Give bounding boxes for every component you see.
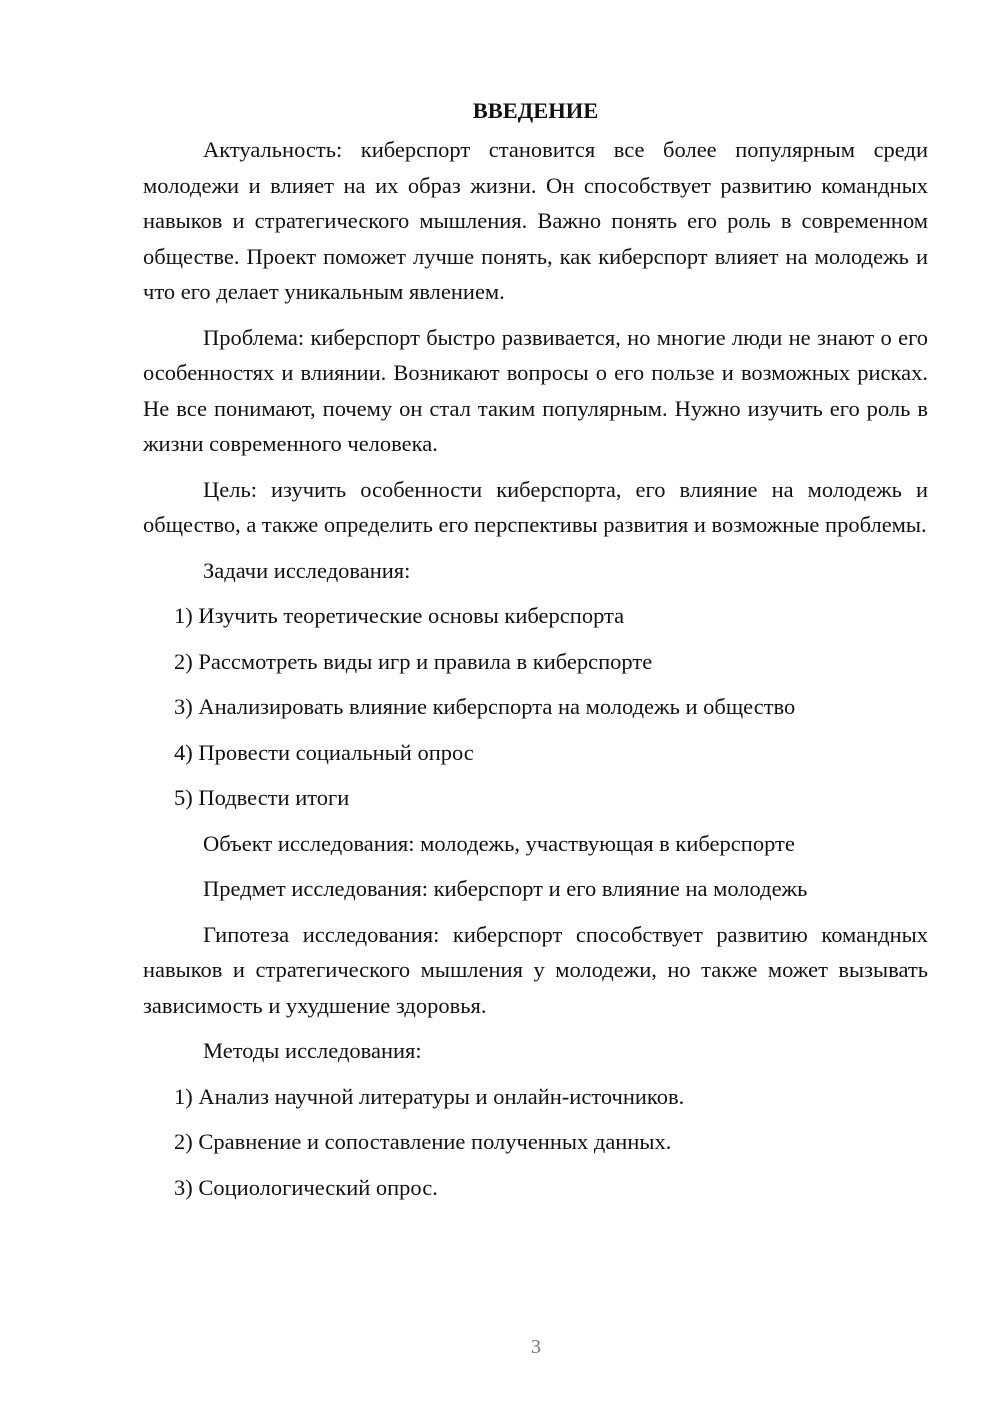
task-item: 2) Рассмотреть виды игр и правила в киберспорте xyxy=(174,648,653,674)
research-subject: Предмет исследования: киберспорт и его влияние на молодежь xyxy=(203,876,808,901)
method-item: 1) Анализ научной литературы и онлайн-источников. xyxy=(174,1083,685,1109)
task-item: 4) Провести социальный опрос xyxy=(174,739,474,765)
section-heading: ВВЕДЕНИЕ xyxy=(472,98,599,123)
task-item: 5) Подвести итоги xyxy=(174,785,350,810)
research-object: Объект исследования: молодежь, участвующая в киберспорте xyxy=(203,830,795,856)
goal-paragraph: Цель: изучить особенности киберспорта, его влияние на молодежь и общество, а также определить его перспективы развития и возможные проблемы. xyxy=(143,476,928,537)
tasks-title: Задачи исследования: xyxy=(203,557,411,583)
method-item: 2) Сравнение и сопоставление полученных данных. xyxy=(174,1129,672,1154)
methods-title: Методы исследования: xyxy=(203,1038,422,1063)
method-item: 3) Социологический опрос. xyxy=(174,1174,438,1200)
task-item: 3) Анализировать влияние киберспорта на молодежь и общество xyxy=(174,694,796,719)
task-item: 1) Изучить теоретические основы киберспорта xyxy=(174,603,625,628)
page-number: 3 xyxy=(531,1336,541,1358)
problem-paragraph: Проблема: киберспорт быстро развивается, но многие люди не знают о его особенностях и влиянии. Возникают вопросы о его пользе и возможных рисках. Не все понимают, почему он стал таким популярным. Нужно изучить его роль в жизни современного человека. xyxy=(143,324,928,456)
page-content xyxy=(143,93,928,1215)
tasks-list xyxy=(143,598,928,816)
relevance-paragraph: Актуальность: киберспорт становится все более популярным среди молодежи и влияет на их образ жизни. Он способствует развитию командных навыков и стратегического мышления. Важно понять его роль в современном обществе. Проект поможет лучше понять, как киберспорт влияет на молодежь и что его делает уникальным явлением. xyxy=(143,137,928,304)
hypothesis-paragraph: Гипотеза исследования: киберспорт способствует развитию командных навыков и стратегического мышления у молодежи, но также может вызывать зависимость и ухудшение здоровья. xyxy=(143,921,928,1018)
methods-list xyxy=(143,1079,928,1206)
